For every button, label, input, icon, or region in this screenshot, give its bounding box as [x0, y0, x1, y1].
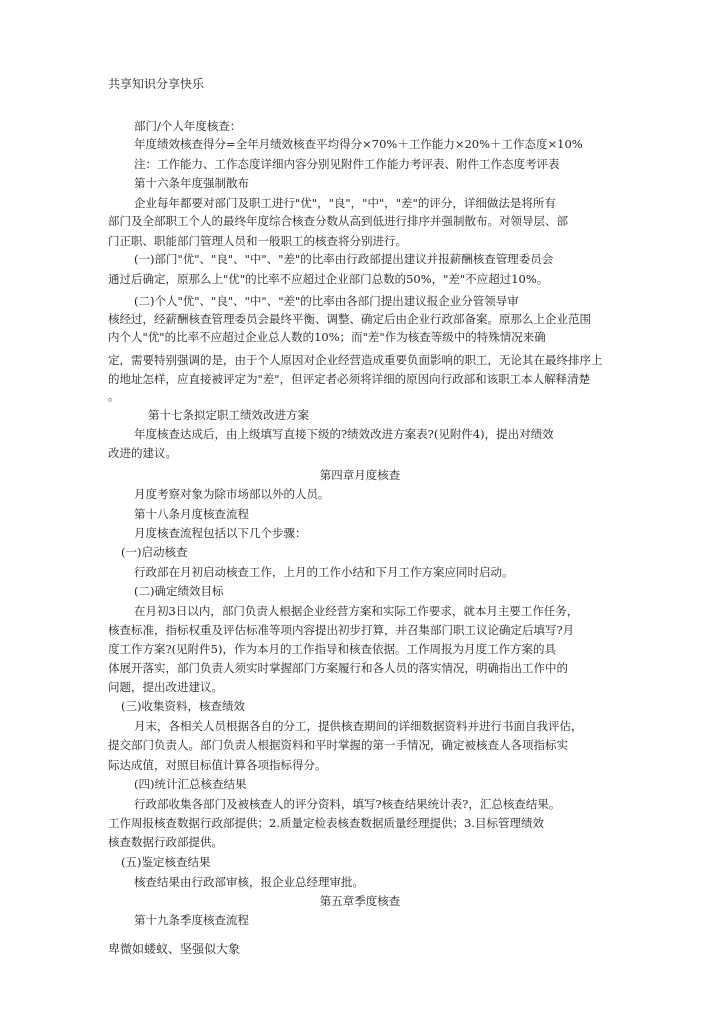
- text-line: 的地址怎样，应直接被评定为"差"，但评定者必须将详细的原因向行政部和该职工本人解释清楚: [108, 372, 591, 386]
- step-heading: (二)确定绩效目标: [134, 584, 224, 598]
- text-line: 在月初3日以内，部门负责人根据企业经营方案和实际工作要求，就本月主要工作任务，: [134, 604, 579, 618]
- text-line: 核查标准，指标权重及评估标准等项内容提出初步打算，并召集部门职工议论确定后填写?月: [108, 623, 575, 637]
- article-heading: 第十八条月度核查流程: [134, 507, 249, 521]
- text-line: (二)个人"优"、"良"、"中"、"差"的比率由各部门提出建议报企业分管领导审: [134, 294, 519, 308]
- text-line: 度工作方案?(见附件5)，作为本月的工作指导和核查依据。工作周报为月度工作方案的具: [108, 642, 556, 656]
- step-heading: (五)鉴定核查结果: [121, 855, 211, 869]
- text-line: 行政部收集各部门及被核查人的评分资料，填写?核查结果统计表?，汇总核查结果。: [134, 797, 561, 811]
- text-line: 行政部在月初启动核查工作，上月的工作小结和下月工作方案应同时启动。: [134, 565, 514, 579]
- text-line: 月度核查流程包括以下几个步骤：: [134, 526, 307, 540]
- text-line: 企业每年都要对部门及职工进行"优"，"良"，"中"，"差"的评分，详细做法是将所有: [134, 196, 556, 210]
- text-line: 改进的建议。: [108, 446, 177, 460]
- text-line: 体展开落实，部门负责人须实时掌握部门方案履行和各人员的落实情况，明确指出工作中的: [108, 661, 568, 675]
- text-line: 内个人"优"的比率不应超过企业总人数的10%；而"差"作为核查等级中的特殊情况来确: [108, 330, 546, 344]
- chapter-heading: 第五章季度核查: [319, 894, 401, 908]
- text-line: 定，需要特别强调的是，由于个人原因对企业经营造成重要负面影响的职工，无论其在最终排序上: [108, 353, 603, 367]
- article-heading: 第十九条季度核查流程: [134, 913, 249, 927]
- note-line: 注：工作能力、工作态度详细内容分别见附件工作能力考评表、附件工作态度考评表: [134, 157, 560, 171]
- text-line: 。: [108, 389, 120, 403]
- text-line: 际达成值，对照目标值计算各项指标得分。: [108, 758, 327, 772]
- text-line: 问题，提出改进建议。: [108, 680, 223, 694]
- text-line: 工作周报核查数据行政部提供；2.质量定检表核查数据质量经理提供；3.目标管理绩效: [108, 816, 544, 830]
- page-footer: 卑微如蝼蚁、坚强似大象: [108, 942, 241, 956]
- text-line: 核查数据行政部提供。: [108, 835, 223, 849]
- chapter-heading: 第四章月度核查: [319, 468, 401, 482]
- text-line: 核查结果由行政部审核，报企业总经理审批。: [134, 875, 364, 889]
- text-line: (一)部门"优"、"良"、"中"、"差"的比率由行政部提出建议并报薪酬核查管理委员会: [134, 252, 554, 266]
- article-heading: 第十六条年度强制散布: [134, 176, 249, 190]
- article-heading: 第十七条拟定职工绩效改进方案: [148, 408, 309, 422]
- text-line: 部门及全部职工个人的最终年度综合核查分数从高到低进行排序并强制散布。对领导层、部: [108, 214, 568, 228]
- step-heading: (三)收集资料，核查绩效: [121, 699, 245, 713]
- text-line: 通过后确定，原那么上"优"的比率不应超过企业部门总数的50%，"差"不应超过10%。: [108, 272, 549, 286]
- page-header: 共享知识分享快乐: [108, 77, 205, 91]
- step-heading: (四)统计汇总核查结果: [134, 777, 247, 791]
- text-line: 门正职、职能部门管理人员和一般职工的核查将分别进行。: [108, 234, 407, 248]
- text-line: 提交部门负责人。部门负责人根据资料和平时掌握的第一手情况，确定被核查人各项指标实: [108, 738, 568, 752]
- text-line: 月末，各相关人员根据各自的分工，提供核查期间的详细数据资料并进行书面自我评估，: [134, 719, 583, 733]
- formula-line: 年度绩效核查得分=全年月绩效核查平均得分×70%＋工作能力×20%＋工作态度×10%: [134, 137, 583, 151]
- text-line: 部门/个人年度核查：: [134, 119, 242, 133]
- step-heading: (一)启动核查: [121, 545, 188, 559]
- text-line: 年度核查达成后，由上级填写直接下级的?绩效改进方案表?(见附件4)，提出对绩效: [134, 427, 554, 441]
- text-line: 核经过，经薪酬核查管理委员会最终平衡、调整、确定后由企业行政部备案。原那么上企业范围: [108, 312, 591, 326]
- text-line: 月度考察对象为除市场部以外的人员。: [134, 487, 330, 501]
